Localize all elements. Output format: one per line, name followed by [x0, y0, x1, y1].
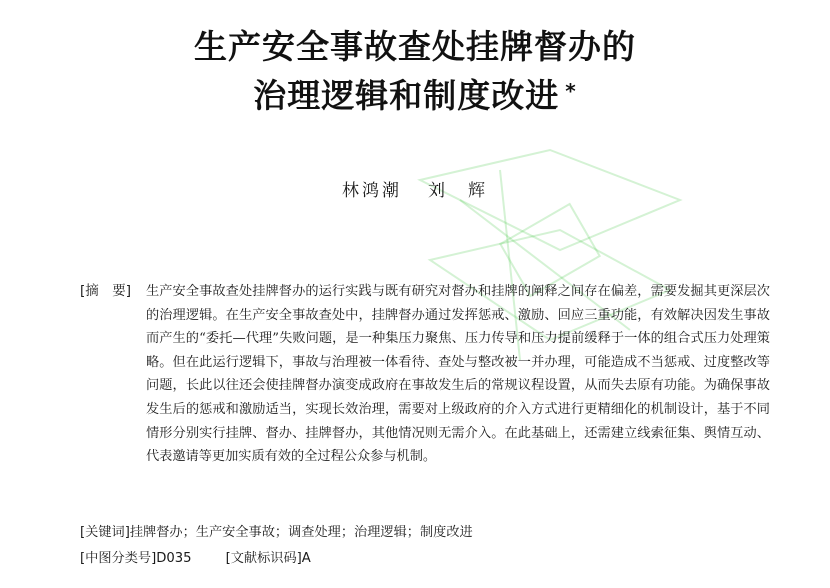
authors [0, 176, 830, 201]
abstract-text: 生产安全事故查处挂牌督办的运行实践与既有研究对督办和挂牌的阐释之间存在偏差，需要发掘其更深层次的治理逻辑。在生产安全事故查处中，挂牌督办通过发挥惩戒、激励、回应三重功能，有效解决因发生事故而产生的“委托—代理”失败问题，是一种集压力聚焦、压力传导和压力提前缓释于一体的组合式压力处理策略。但在此运行逻辑下，事故与治理被一体看待、查处与整改被一并办理，可能造成不当惩戒、过度整改等问题，长此以往还会使挂牌督办演变成政府在事故发生后的常规议程设置，从而失去原有功能。为确保事故发生后的惩戒和激励适当，实现长效治理，需要对上级政府的介入方式进行更精细化的机制设计，基于不同情形分别实行挂牌、督办、挂牌督办，其他情况则无需介入。在此基础上，还需建立线索征集、舆情互动、代表邀请等更加实质有效的全过程公众参与机制。 [146, 284, 770, 465]
clc-value: D035 [156, 551, 192, 566]
paper-title [0, 22, 830, 120]
abstract-label: [摘 要] [80, 283, 132, 299]
title-line-1: 生产安全事故查处挂牌督办的 [194, 27, 636, 66]
title-footnote-mark: * [565, 79, 577, 103]
title-line-2 [0, 71, 830, 120]
keywords-label: [关键词] [80, 525, 130, 540]
doc-code-label: [文献标识码] [225, 551, 302, 566]
clc-label: [中图分类号] [80, 551, 157, 566]
keywords-text: 挂牌督办；生产安全事故；调查处理；治理逻辑；制度改进 [129, 525, 473, 540]
keywords-row [80, 521, 473, 540]
abstract [80, 280, 770, 469]
author-1: 林鸿潮 [342, 181, 402, 201]
author-2: 刘 辉 [428, 181, 488, 201]
classification-row [80, 547, 311, 566]
doc-code-value: A [301, 551, 311, 566]
title-line-2-text: 治理逻辑和制度改进 [253, 76, 560, 115]
